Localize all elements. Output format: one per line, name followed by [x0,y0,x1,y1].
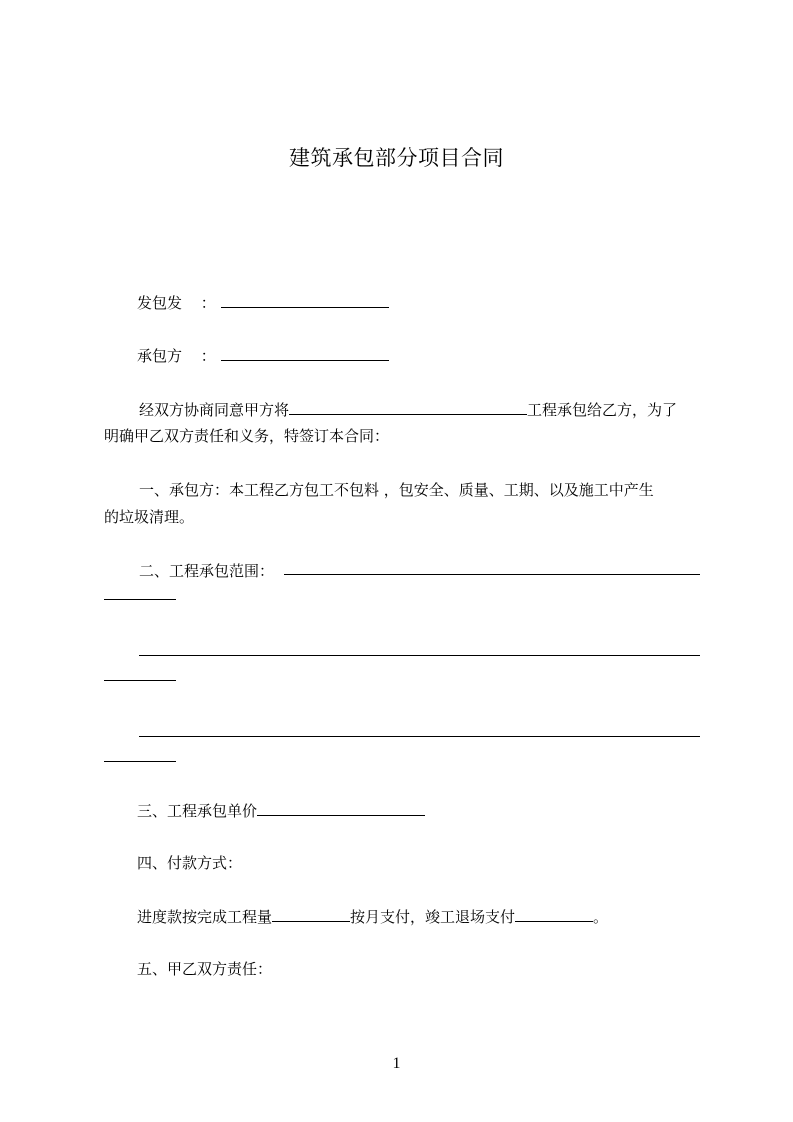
page-number: 1 [392,1055,401,1072]
intro-line-1 [139,399,677,420]
document-title: 建筑承包部分项目合同 [289,146,504,170]
issuer-line [137,292,389,313]
scope-blank-3[interactable] [139,736,700,737]
issuer-colon: ： [200,294,216,312]
scope-blank-2[interactable] [139,655,700,656]
clause-1-line-2: 的垃圾清理。 [104,508,195,526]
clause-4-label: 四、付款方式： [137,854,243,872]
clause-1-line-1: 一、承包方：本工程乙方包工不包料 ，包安全、质量、工期、以及施工中产生 [139,481,654,499]
final-payment-blank[interactable] [515,906,593,922]
intro-line-2: 明确甲乙双方责任和义务，特签订本合同： [104,427,390,445]
contractor-line [137,345,389,366]
scope-blank-2-cont[interactable] [104,680,176,681]
issuer-label: 发包发 [137,294,183,312]
clause-3-line [137,800,425,821]
unit-price-blank[interactable] [257,800,425,816]
payment-line [137,906,608,927]
issuer-blank[interactable] [221,292,389,308]
clause-5-label: 五、甲乙双方责任： [137,960,273,978]
payment-text-middle: 按月支付，竣工退场支付 [350,908,516,926]
payment-text-before: 进度款按完成工程量 [137,908,273,926]
contractor-label: 承包方 [137,347,183,365]
scope-blank-3-cont[interactable] [104,761,176,762]
clause-2-label: 二、工程承包范围： [139,562,275,580]
scope-blank-1[interactable] [284,574,700,575]
payment-text-end: 。 [593,908,609,926]
clause-3-label: 三、工程承包单价 [137,802,258,820]
scope-blank-1-cont[interactable] [104,599,176,600]
contractor-blank[interactable] [221,345,389,361]
intro-text-before: 经双方协商同意甲方将 [139,401,290,419]
contractor-colon: ： [200,347,216,365]
progress-payment-blank[interactable] [272,906,350,922]
intro-text-after: 工程承包给乙方，为了 [527,401,678,419]
project-name-blank[interactable] [289,399,527,415]
